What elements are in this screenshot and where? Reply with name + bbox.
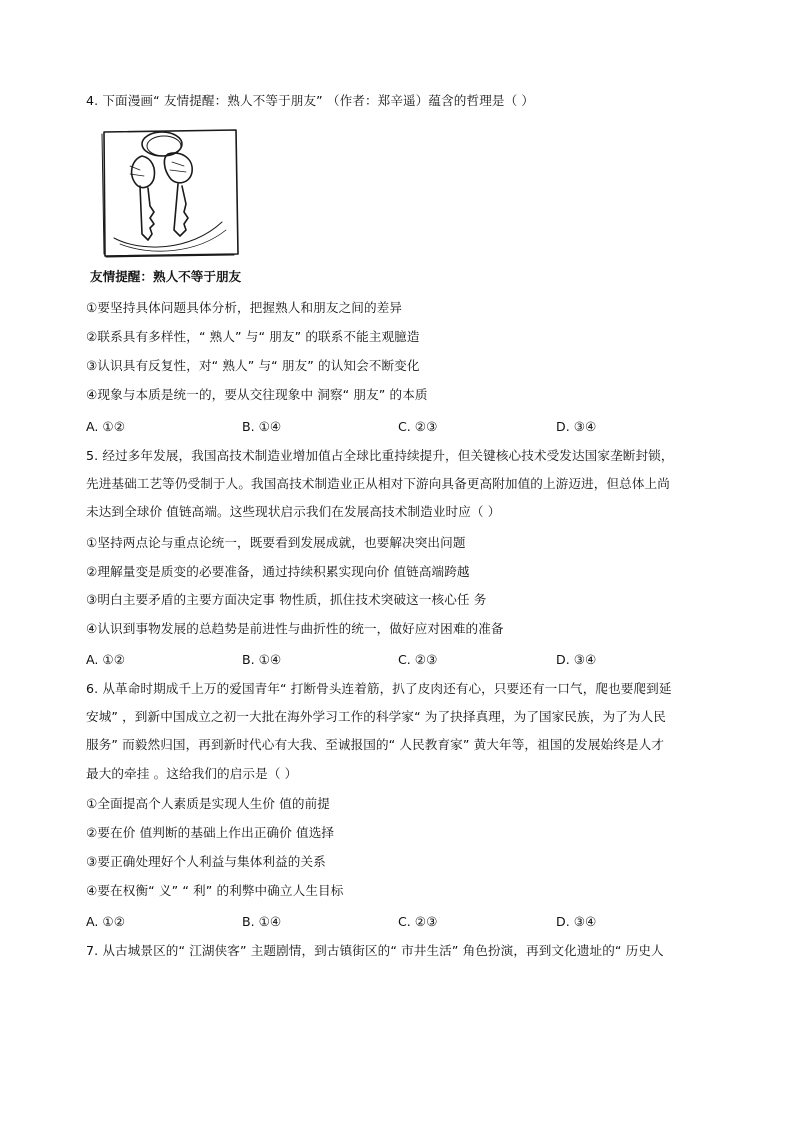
q4-item-1: ①要坚持具体问题具体分析，把握熟人和朋友之间的差异 bbox=[86, 300, 403, 315]
q4-stem: 4. 下面漫画“ 友情提醒：熟人不等于朋友” （作者：郑辛遥）蕴含的哲理是（ ） bbox=[86, 93, 535, 108]
q6-item-1: ①全面提高个人素质是实现人生价 值的前提 bbox=[86, 796, 330, 811]
q6-stem-line-2: 安城” ，到新中国成立之初一大批在海外学习工作的科学家“ 为了抉择真理，为了国家民族，为了为人民 bbox=[86, 709, 666, 724]
q4-item-4: ④现象与本质是统一的，要从交往现象中 洞察“ 朋友” 的本质 bbox=[86, 387, 428, 402]
q5-item-2: ②理解量变是质变的必要准备，通过持续积累实现向价 值链高端跨越 bbox=[86, 564, 470, 579]
option-d: D. ③④ bbox=[556, 652, 597, 667]
option-c: C. ②③ bbox=[398, 652, 438, 667]
q6-item-2: ②要在价 值判断的基础上作出正确价 值选择 bbox=[86, 825, 335, 840]
option-b: B. ①④ bbox=[242, 652, 282, 667]
q5-stem-line-1: 5. 经过多年发展，我国高技术制造业增加值占全球比重持续提升，但关键核心技术受发达国家垄断封锁， bbox=[86, 448, 674, 463]
option-d: D. ③④ bbox=[556, 419, 597, 434]
q6-item-3: ③要正确处理好个人利益与集体利益的关系 bbox=[86, 854, 326, 869]
option-b: B. ①④ bbox=[242, 419, 282, 434]
option-a: A. ①② bbox=[86, 419, 125, 434]
q5-stem-line-2: 先进基础工艺等仍受制于人。我国高技术制造业正从相对下游向具备更高附加值的上游迈进，但总体上尚 bbox=[86, 476, 670, 491]
q6-item-4: ④要在权衡“ 义” “ 利” 的利弊中确立人生目标 bbox=[86, 883, 344, 898]
q4-item-2: ②联系具有多样性，“ 熟人” 与“ 朋友” 的联系不能主观臆造 bbox=[86, 329, 420, 344]
option-b: B. ①④ bbox=[242, 914, 282, 929]
q5-item-1: ①坚持两点论与重点论统一，既要看到发展成就，也要解决突出问题 bbox=[86, 535, 466, 550]
option-a: A. ①② bbox=[86, 914, 125, 929]
q5-item-4: ④认识到事物发展的总趋势是前进性与曲折性的统一，做好应对困难的准备 bbox=[86, 621, 504, 636]
q7-stem-line-1: 7. 从古城景区的“ 江湖侠客” 主题剧情，到古镇街区的“ 市井生活” 角色扮演，再到文化遗址的“ 历史人 bbox=[86, 943, 664, 958]
option-c: C. ②③ bbox=[398, 419, 438, 434]
option-a: A. ①② bbox=[86, 652, 125, 667]
q6-stem-line-3: 服务” 而毅然归国，再到新时代心有大我、至诚报国的“ 人民教育家” 黄大年等，祖国的发展始终是人才 bbox=[86, 737, 665, 752]
option-d: D. ③④ bbox=[556, 914, 597, 929]
option-c: C. ②③ bbox=[398, 914, 438, 929]
q4-item-3: ③认识具有反复性，对“ 熟人” 与“ 朋友” 的认知会不断变化 bbox=[86, 358, 420, 373]
q6-stem-line-1: 6. 从革命时期成千上万的爱国青年“ 打断骨头连着筋，扒了皮肉还有心，只要还有一口气，爬也要爬到延 bbox=[86, 681, 672, 696]
q5-stem-line-3: 未达到全球价 值链高端。这些现状启示我们在发展高技术制造业时应（ ） bbox=[86, 504, 501, 519]
figure-caption: 友情提醒：熟人不等于朋友 bbox=[90, 269, 242, 284]
q5-item-3: ③明白主要矛盾的主要方面决定事 物性质，抓住技术突破这一核心任 务 bbox=[86, 592, 487, 607]
q6-stem-line-4: 最大的牵挂 。这给我们的启示是（ ） bbox=[86, 766, 298, 781]
cartoon-keys-image bbox=[100, 126, 242, 261]
